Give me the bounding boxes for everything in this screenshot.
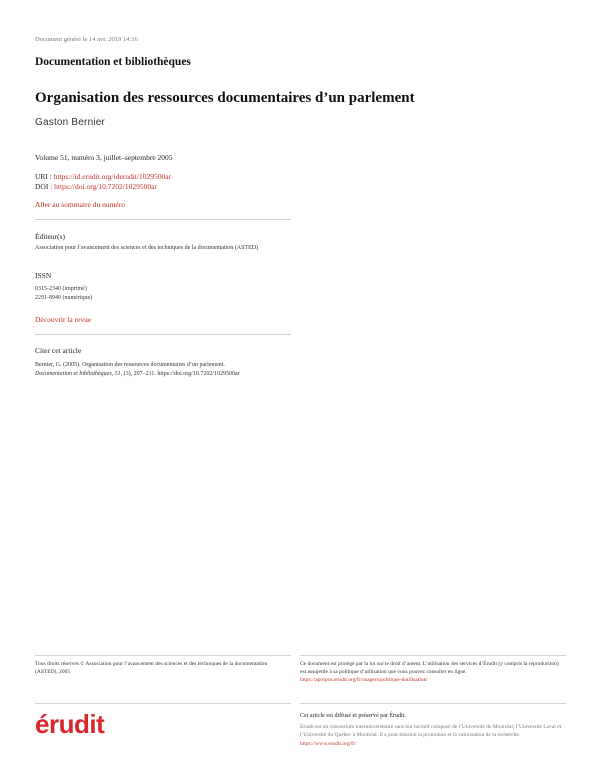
citation [35, 361, 335, 378]
erudit-link[interactable]: https://www.erudit.org/fr/ [300, 741, 357, 748]
footer-policy-link[interactable]: https://apropos.erudit.org/fr/usagers/politique-dutilisation/ [300, 676, 428, 683]
erudit-logo [35, 709, 115, 741]
discover-journal-link[interactable]: Découvrir la revue [35, 315, 92, 324]
erudit-logo-text: érudit [35, 709, 105, 739]
doi-link[interactable]: https://doi.org/10.7202/1029500ar [54, 182, 157, 191]
toc-link[interactable]: Aller au sommaire du numéro [35, 200, 125, 209]
issn-print: 0315-2340 (imprimé) [35, 286, 87, 292]
uri-label: URI : [35, 172, 54, 181]
identifiers [35, 172, 171, 192]
footer-rights [300, 661, 562, 684]
divider [35, 334, 291, 335]
footer-divider-left [35, 655, 291, 656]
footer-divider-left-2 [35, 703, 291, 704]
footer-rights-text: Ce document est protégé par la loi sur le droit d’auteur. L’utilisation des services d’Érudit (y compris la reproduction) est assujettie à sa politique d’utilisation que vous pouvez consulter en ligne. [300, 661, 559, 675]
footer-divider-right-2 [300, 703, 566, 704]
diffusion-title: Cet article est diffusé et préservé par Érudit. [300, 713, 406, 719]
diffusion-text: Érudit est un consortium interuniversitaire sans but lucratif composé de l’Université de Montréal, l’Université Laval et l’Université du Québec à Montréal. Il a pour mission la promotion et la valorisation de la recherche. [300, 723, 562, 738]
issn-digital: 2291-8949 (numérique) [35, 295, 93, 301]
issn-label: ISSN [35, 271, 52, 280]
publisher-name: Association pour l’avancement des sciences et des techniques de la documentation (ASTED) [35, 245, 259, 251]
author: Gaston Bernier [35, 117, 106, 128]
divider [35, 219, 291, 220]
uri-link[interactable]: https://id.erudit.org/iderudit/1029500ar [53, 172, 172, 181]
publisher-label: Éditeur(s) [35, 232, 65, 241]
doi-label: DOI : [35, 182, 55, 191]
footer-divider-right [300, 655, 566, 656]
cite-label: Citer cet article [35, 346, 82, 355]
footer-copyright: Tous droits réservés © Association pour l’avancement des sciences et des techniques de la documentation (ASTED), 2005 [35, 661, 268, 675]
article-title: Organisation des ressources documentaires d’un parlement [35, 90, 415, 106]
volume-info: Volume 51, numéro 3, juillet–septembre 2005 [35, 153, 173, 162]
citation-line-1: Bernier, G. (2005). Organisation des ressources documentaires d’un parlement. [35, 362, 225, 368]
citation-journal: Documentation et bibliothèques, 51 [35, 370, 121, 377]
generated-date: Document généré le 14 avr. 2019 14:16 [35, 36, 138, 43]
citation-rest: , (3), 207–211. https://doi.org/10.7202/1029500ar [120, 370, 240, 377]
diffusion-notice [300, 713, 562, 749]
journal-title: Documentation et bibliothèques [35, 56, 191, 68]
